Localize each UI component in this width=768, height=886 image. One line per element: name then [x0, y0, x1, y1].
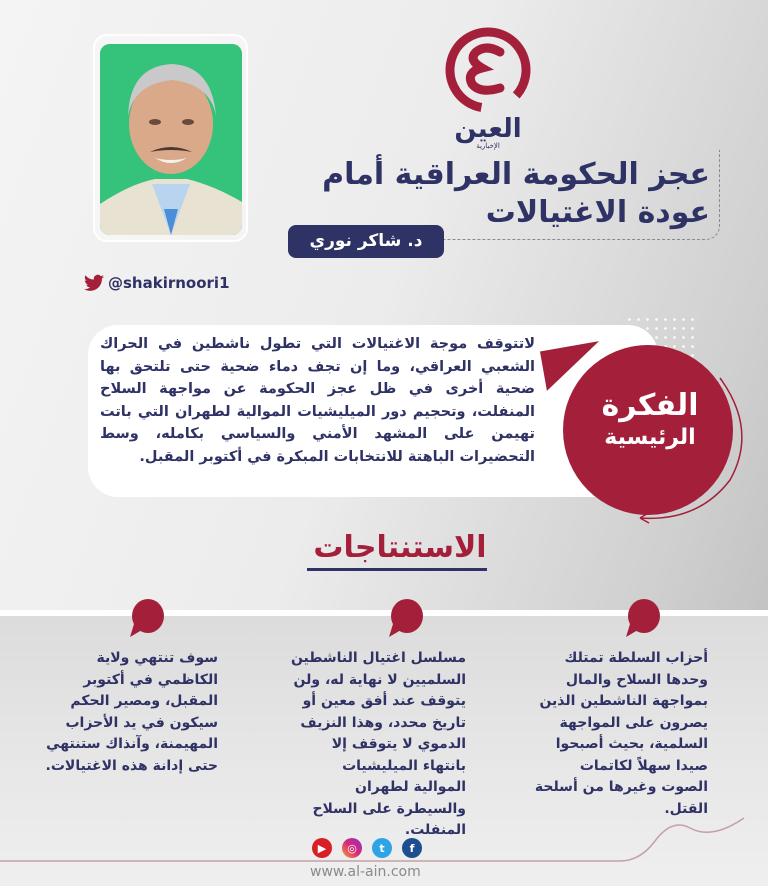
speech-bubble-icon: [387, 598, 423, 638]
title-line-2: عودة الاغتيالات: [485, 195, 710, 230]
main-idea-label-line-2: الرئيسية: [604, 425, 696, 450]
website-link[interactable]: www.al-ain.com: [310, 864, 421, 880]
author-photo: [100, 44, 242, 235]
twitter-handle[interactable]: [84, 274, 230, 292]
instagram-icon[interactable]: ◎: [342, 838, 362, 858]
logo-text: العين: [454, 114, 522, 144]
social-icons: [312, 838, 422, 858]
twitter-icon[interactable]: t: [372, 838, 392, 858]
page-title: [290, 156, 710, 232]
conclusion-item-1: أحزاب السلطة تمتلك وحدها السلاح والمال بمواجهة الناشطين الذين يصرون على المواجهة السلمية، بحيث أصبحوا صيدا سهلاً لكاتمات الصوت وغيرها من أسلحة القتل.: [534, 650, 708, 817]
main-idea-label-line-1: الفكرة: [601, 388, 699, 423]
speech-bubble-icon: [128, 598, 164, 638]
speech-bubble-icon: [624, 598, 660, 638]
main-idea-label: [575, 388, 725, 452]
author-portrait-image: [100, 44, 242, 235]
twitter-icon: [84, 274, 104, 292]
title-line-1: عجز الحكومة العراقية أمام: [322, 157, 710, 192]
logo-ain-icon: [442, 24, 534, 116]
al-ain-logo: [438, 24, 538, 154]
twitter-handle-text: @shakirnoori1: [108, 274, 230, 292]
main-idea-text: لاتتوقف موجة الاغتيالات التي تطول ناشطين في الحراك الشعبي العراقي، وما إن تجف دماء ضحية حتى تلتحق بها ضحية أخرى في ظل عجز الحكومة عن مواجهة السلاح المنفلت، وتحجيم دور الميليشيات الموالية لطهران التي باتت تهيمن على المشهد الأمني والسياسي بكامله، وسط التحضيرات الباهتة للانتخابات المبكرة في أكتوبر المقبل.: [100, 336, 535, 465]
logo-subtext: الإخبارية: [476, 142, 500, 150]
conclusion-item-2: مسلسل اغتيال الناشطين السلميين لا نهاية له، ولن يتوقف عند أفق معين أو تاريخ محدد، وهذا النزيف الدموي لا يتوقف إلا بانتهاء الميليشيات الموالية لطهران والسيطرة على السلاح المنفلت.: [290, 650, 466, 838]
youtube-icon[interactable]: ▶: [312, 838, 332, 858]
author-badge: د. شاكر نوري: [288, 225, 444, 258]
conclusion-item-3: سوف تنتهي ولاية الكاظمي في أكتوبر المقبل، ومصير الحكم سيكون في يد الأحزاب المهيمنة، وآنذاك ستنتهي حتى إدانة هذه الاغتيالات.: [45, 650, 218, 774]
conclusions-underline: [307, 568, 487, 571]
facebook-icon[interactable]: f: [402, 838, 422, 858]
conclusions-title: الاستنتاجات: [313, 530, 487, 565]
